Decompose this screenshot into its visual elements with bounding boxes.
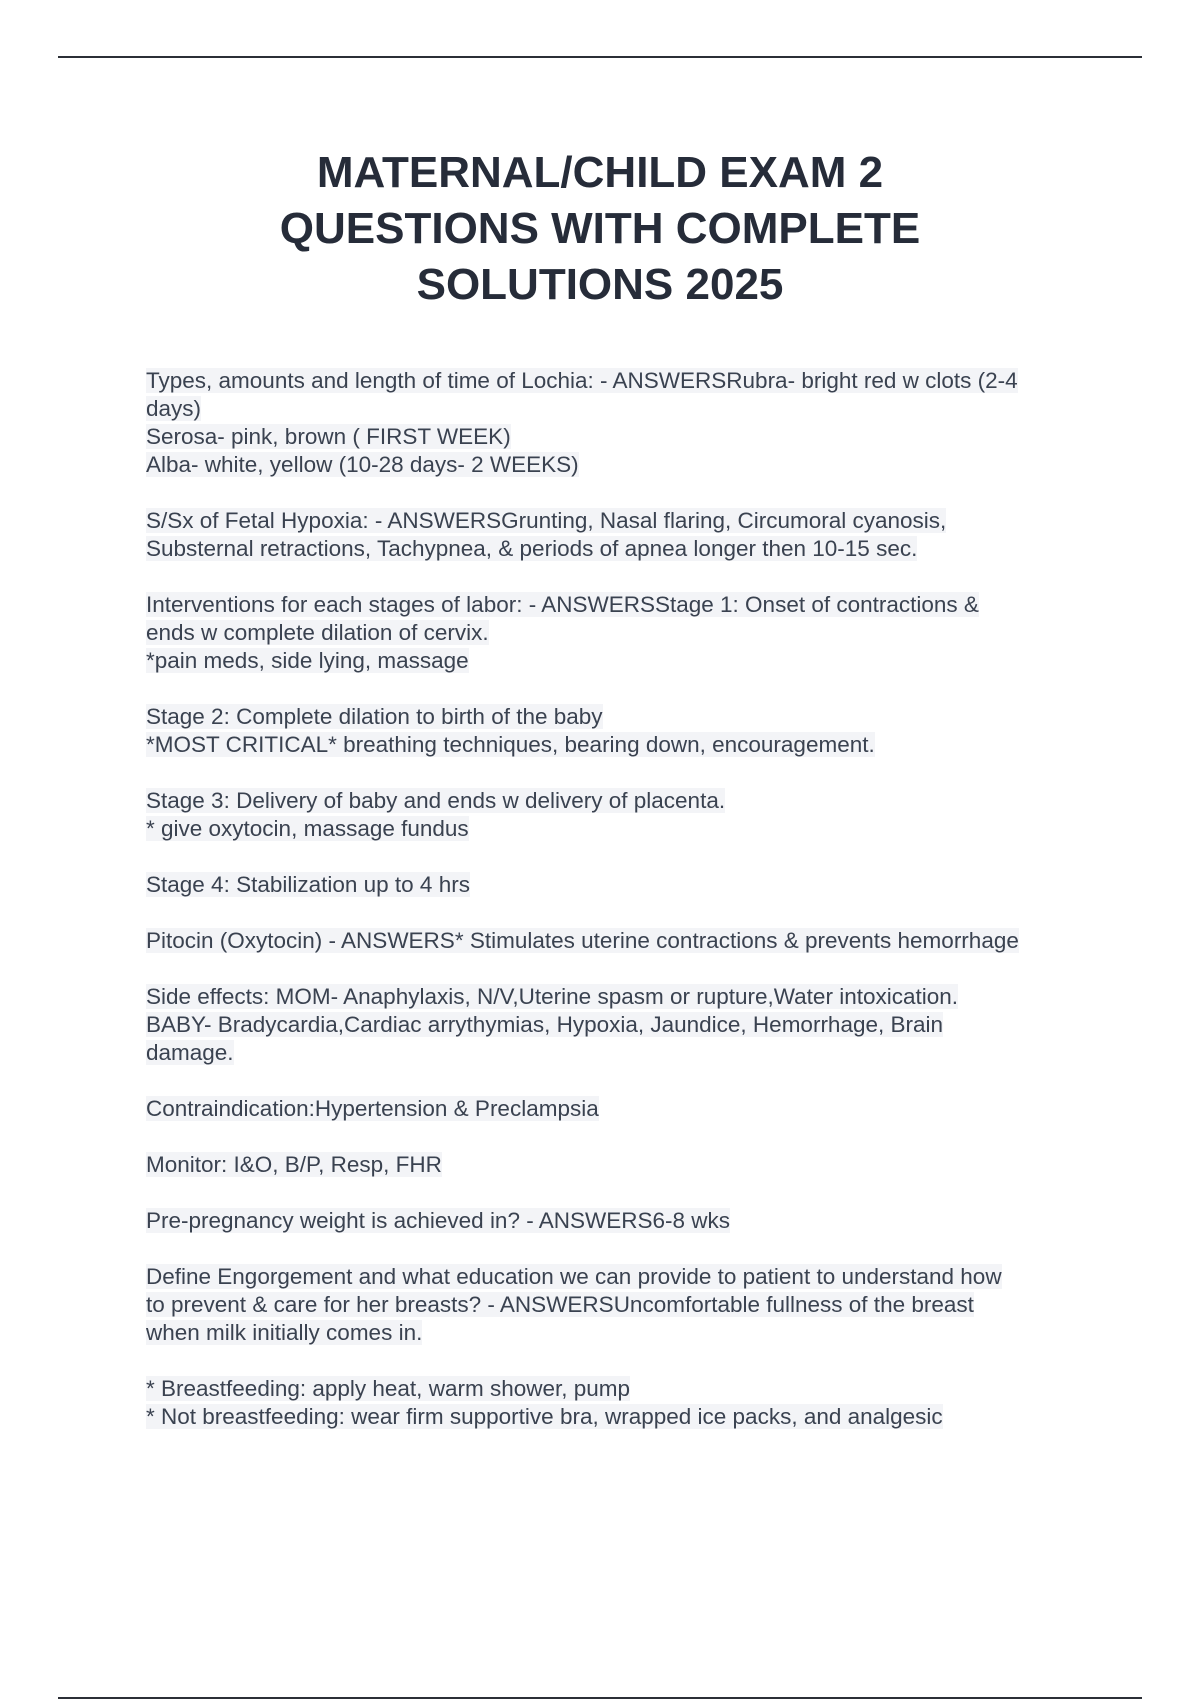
document-body <box>146 367 1096 1459</box>
text-line: * Not breastfeeding: wear firm supportive bra, wrapped ice packs, and analgesic <box>146 1404 943 1429</box>
text-line: *MOST CRITICAL* breathing techniques, bearing down, encouragement. <box>146 732 875 757</box>
qa-block-breastfeeding-care <box>146 1375 1096 1431</box>
text-line: Interventions for each stages of labor: - ANSWERSStage 1: Onset of contractions & <box>146 592 979 617</box>
qa-block-contraindication <box>146 1095 1096 1123</box>
text-line: Monitor: I&O, B/P, Resp, FHR <box>146 1152 442 1177</box>
qa-block-engorgement <box>146 1263 1096 1347</box>
qa-block-labor-stage-1 <box>146 591 1096 675</box>
text-line: days) <box>146 396 202 421</box>
qa-block-pre-pregnancy-weight <box>146 1207 1096 1235</box>
bottom-rule <box>58 1697 1142 1699</box>
text-line: * Breastfeeding: apply heat, warm shower, pump <box>146 1376 631 1401</box>
text-line: Serosa- pink, brown ( FIRST WEEK) <box>146 424 511 449</box>
title-line-1: MATERNAL/CHILD EXAM 2 <box>316 148 884 197</box>
text-line: Contraindication:Hypertension & Preclampsia <box>146 1096 599 1121</box>
text-line: Pre-pregnancy weight is achieved in? - ANSWERS6-8 wks <box>146 1208 731 1233</box>
top-rule <box>58 56 1142 58</box>
text-line: BABY- Bradycardia,Cardiac arrythymias, Hypoxia, Jaundice, Hemorrhage, Brain <box>146 1012 944 1037</box>
text-line: Alba- white, yellow (10-28 days- 2 WEEKS) <box>146 452 579 477</box>
qa-block-fetal-hypoxia <box>146 507 1096 563</box>
qa-block-pitocin <box>146 927 1096 955</box>
qa-block-side-effects <box>146 983 1096 1067</box>
text-line: ends w complete dilation of cervix. <box>146 620 489 645</box>
text-line: Define Engorgement and what education we can provide to patient to understand how <box>146 1264 1002 1289</box>
text-line: when milk initially comes in. <box>146 1320 423 1345</box>
title-line-3: SOLUTIONS 2025 <box>416 260 784 309</box>
qa-block-lochia <box>146 367 1096 479</box>
text-line: * give oxytocin, massage fundus <box>146 816 469 841</box>
qa-block-labor-stage-4 <box>146 871 1096 899</box>
text-line: Pitocin (Oxytocin) - ANSWERS* Stimulates uterine contractions & prevents hemorrhage <box>146 928 1019 953</box>
page-title <box>0 145 1200 313</box>
text-line: Stage 2: Complete dilation to birth of the baby <box>146 704 603 729</box>
qa-block-labor-stage-2 <box>146 703 1096 759</box>
text-line: to prevent & care for her breasts? - ANSWERSUncomfortable fullness of the breast <box>146 1292 974 1317</box>
text-line: *pain meds, side lying, massage <box>146 648 469 673</box>
title-line-2: QUESTIONS WITH COMPLETE <box>279 204 921 253</box>
qa-block-monitor <box>146 1151 1096 1179</box>
text-line: Stage 4: Stabilization up to 4 hrs <box>146 872 470 897</box>
text-line: Stage 3: Delivery of baby and ends w delivery of placenta. <box>146 788 726 813</box>
text-line: damage. <box>146 1040 234 1065</box>
text-line: S/Sx of Fetal Hypoxia: - ANSWERSGrunting, Nasal flaring, Circumoral cyanosis, <box>146 508 947 533</box>
text-line: Types, amounts and length of time of Lochia: - ANSWERSRubra- bright red w clots (2-4 <box>146 368 1018 393</box>
text-line: Side effects: MOM- Anaphylaxis, N/V,Uterine spasm or rupture,Water intoxication. <box>146 984 959 1009</box>
text-line: Substernal retractions, Tachypnea, & periods of apnea longer then 10-15 sec. <box>146 536 918 561</box>
qa-block-labor-stage-3 <box>146 787 1096 843</box>
